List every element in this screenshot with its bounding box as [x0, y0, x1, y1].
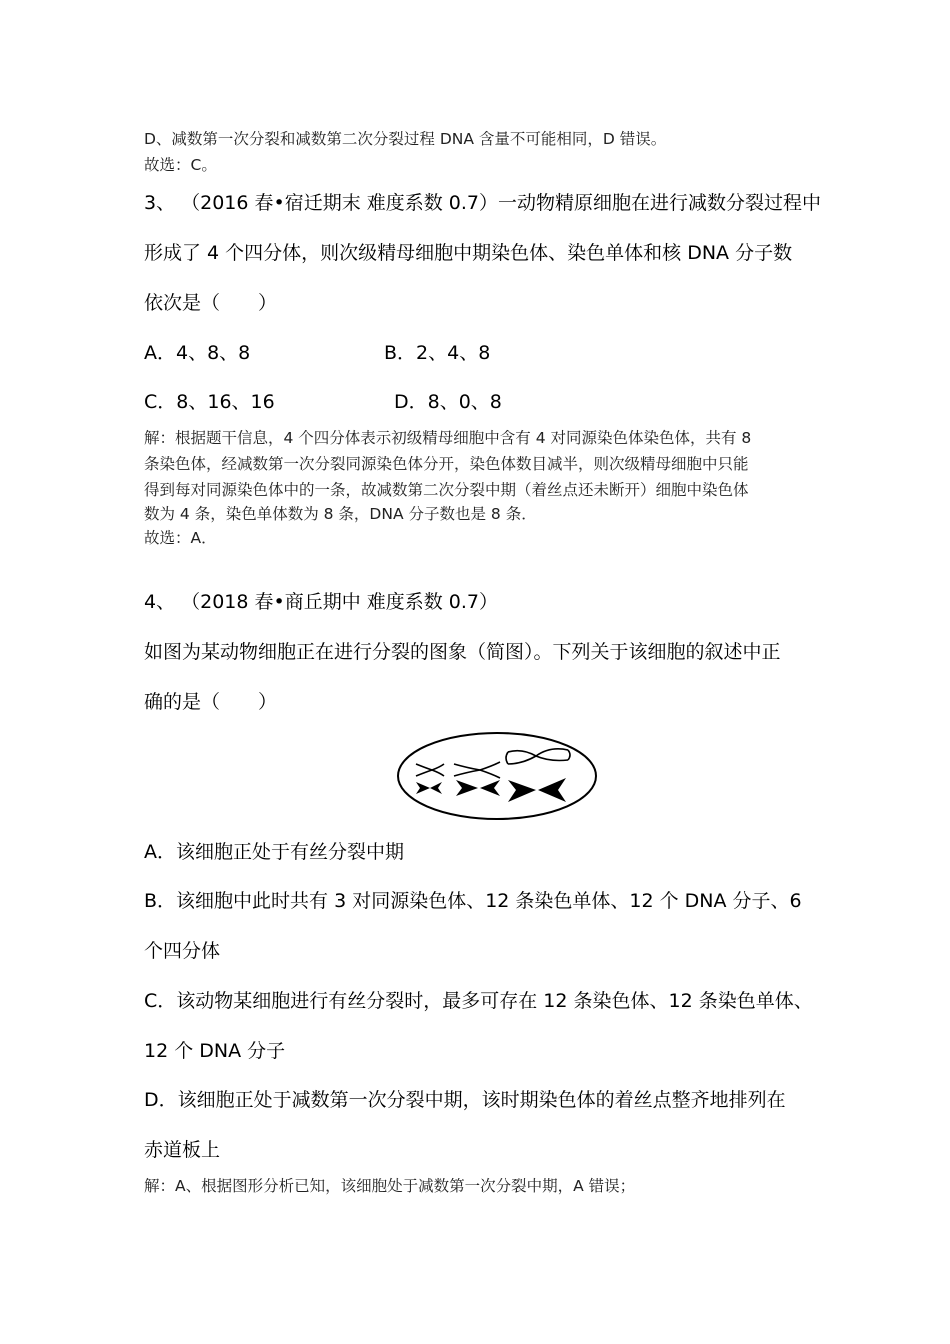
chromosome-small-outline — [416, 764, 444, 776]
q3-solution-line-3: 得到每对同源染色体中的一条，故减数第二次分裂中期（着丝点还未断开）细胞中染色体 — [144, 481, 749, 499]
q3-option-b: B．2、4、8 — [384, 342, 491, 364]
q3-stem-line-3: 依次是（ ） — [144, 292, 278, 314]
prev-answer-choice: 故选：C。 — [144, 156, 217, 174]
q3-option-d: D．8、0、8 — [394, 391, 502, 413]
chromosome-medium-outline — [454, 762, 500, 778]
q4-option-b-line-2: 个四分体 — [144, 940, 221, 962]
q4-option-d-line-2: 赤道板上 — [144, 1139, 221, 1161]
prev-option-d-analysis: D、减数第一次分裂和减数第二次分裂过程 DNA 含量不可能相同，D 错误。 — [144, 130, 667, 148]
q4-stem-line-2: 确的是（ ） — [144, 691, 278, 713]
q3-solution-line-4: 数为 4 条，染色单体数为 8 条，DNA 分子数也是 8 条． — [144, 505, 537, 523]
q3-solution-line-1: 解：根据题干信息，4 个四分体表示初级精母细胞中含有 4 对同源染色体染色体，共有 8 — [144, 429, 752, 447]
q3-stem-line-2: 形成了 4 个四分体，则次级精母细胞中期染色体、染色单体和核 DNA 分子数 — [144, 242, 793, 264]
chromosome-small-filled — [416, 782, 442, 794]
q3-answer-choice: 故选：A． — [144, 529, 217, 547]
cell-division-figure — [396, 730, 598, 822]
chromosome-large-filled — [508, 778, 566, 802]
q3-solution-line-2: 条染色体，经减数第一次分裂同源染色体分开，染色体数目减半，则次级精母细胞中只能 — [144, 455, 749, 473]
q3-option-c: C．8、16、16 — [144, 391, 275, 413]
q4-stem-line-1: 如图为某动物细胞正在进行分裂的图象（简图）。下列关于该细胞的叙述中正 — [144, 641, 781, 663]
chromosome-medium-filled — [456, 780, 500, 796]
q4-option-a: A．该细胞正处于有丝分裂中期 — [144, 841, 404, 863]
q4-option-d-line-1: D．该细胞正处于减数第一次分裂中期，该时期染色体的着丝点整齐地排列在 — [144, 1089, 786, 1111]
q4-solution-line-1: 解：A、根据图形分析已知，该细胞处于减数第一次分裂中期，A 错误； — [144, 1177, 636, 1195]
q3-stem-line-1: 3、 （2016 春•宿迁期末 难度系数 0.7）一动物精原细胞在进行减数分裂过程中 — [144, 192, 822, 214]
chromosome-large-outline — [506, 749, 570, 764]
q3-option-a: A．4、8、8 — [144, 342, 251, 364]
q4-header: 4、 （2018 春•商丘期中 难度系数 0.7） — [144, 591, 499, 613]
q4-option-b-line-1: B．该细胞中此时共有 3 对同源染色体、12 条染色单体、12 个 DNA 分子、6 — [144, 890, 802, 912]
q4-option-c-line-2: 12 个 DNA 分子 — [144, 1040, 286, 1062]
q4-option-c-line-1: C．该动物某细胞进行有丝分裂时，最多可存在 12 条染色体、12 条染色单体、 — [144, 990, 813, 1012]
